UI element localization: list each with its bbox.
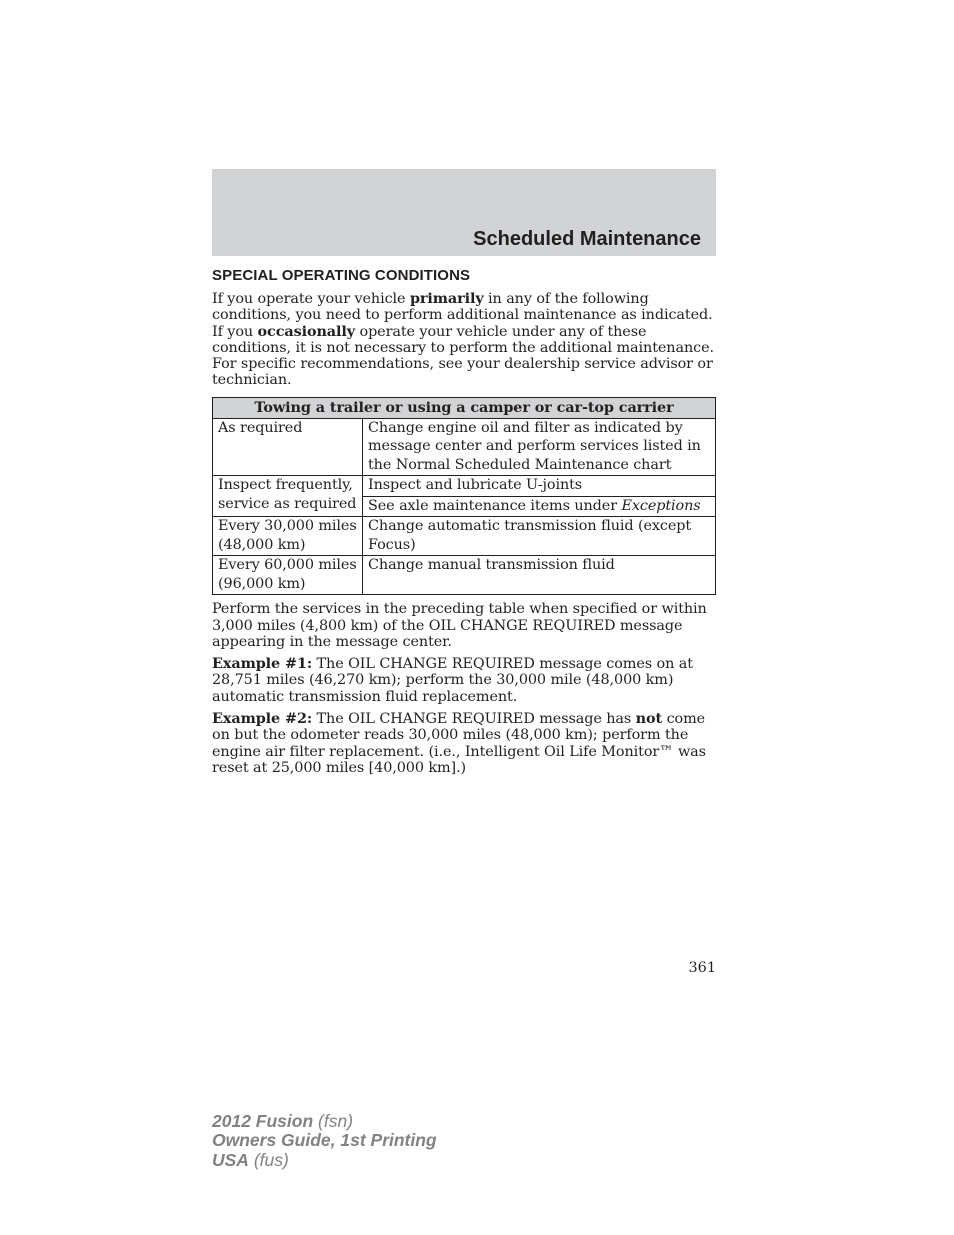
intro-bold-primarily: primarily	[409, 290, 484, 307]
footer-market-code: (fus)	[248, 1149, 289, 1170]
intro-text-1: If you operate your vehicle	[212, 291, 410, 307]
interval-cell: Inspect frequently, service as required	[213, 476, 363, 517]
example-2-paragraph	[212, 711, 716, 776]
action-text: See axle maintenance items under	[368, 497, 622, 514]
footer-line-guide: Owners Guide, 1st Printing	[212, 1130, 437, 1151]
table-row	[213, 476, 716, 497]
example-2-bold-not: not	[635, 710, 663, 728]
example-1-label: Example #1:	[212, 655, 313, 673]
page-number: 361	[688, 960, 716, 976]
table-header-row	[213, 397, 716, 418]
table-row	[213, 517, 716, 556]
action-cell: Change manual transmission fluid	[363, 556, 716, 595]
footer-model-code: (fsn)	[313, 1111, 354, 1131]
table-row	[213, 418, 716, 476]
footer-market: USA	[212, 1149, 249, 1170]
example-2-label: Example #2:	[212, 710, 313, 728]
footer-line-model	[212, 1112, 437, 1131]
section-heading: SPECIAL OPERATING CONDITIONS	[212, 267, 471, 284]
page-content	[212, 267, 716, 782]
action-cell: Change automatic transmission fluid (except Focus)	[363, 517, 716, 556]
action-cell: Change engine oil and filter as indicated by message center and perform services listed in the Normal Scheduled Maintenance chart	[363, 418, 716, 476]
intro-text-3: operate your vehicle under any of these conditions, it is not necessary to perform the additional maintenance. For specific recommendations, see your dealership service advisor or technician.	[212, 323, 714, 389]
example-1-paragraph	[212, 656, 716, 705]
action-cell	[363, 496, 716, 517]
example-1-text: The OIL CHANGE REQUIRED message comes on at 28,751 miles (46,270 km); perform the 30,000 mile (48,000 km) automatic transmission fluid replacement.	[212, 656, 693, 705]
intro-paragraph	[212, 291, 716, 389]
section-header-band	[212, 169, 716, 256]
after-table-paragraph: Perform the services in the preceding table when specified or within 3,000 miles (4,800 km) of the OIL CHANGE REQUIRED message appearing in the message center.	[212, 601, 707, 650]
action-cell: Inspect and lubricate U-joints	[363, 476, 716, 497]
table-header: Towing a trailer or using a camper or car-top carrier	[213, 397, 716, 418]
chapter-title: Scheduled Maintenance	[473, 228, 701, 250]
footer-line-market	[212, 1151, 437, 1170]
example-2-text-2: come on but the odometer reads 30,000 miles (48,000 km); perform the engine air filter replacement. (i.e., Intelligent Oil Life Monitor™ was reset at 25,000 miles [40,000 km].)	[212, 711, 706, 776]
interval-cell: Every 60,000 miles (96,000 km)	[213, 556, 363, 595]
document-footer	[212, 1112, 437, 1170]
intro-bold-occasionally: occasionally	[257, 322, 356, 340]
intro-text-2: in any of the following conditions, you need to perform additional maintenance as indicated. If you	[212, 291, 713, 340]
maintenance-table	[212, 397, 716, 596]
footer-model: 2012 Fusion	[212, 1111, 314, 1131]
interval-cell: Every 30,000 miles (48,000 km)	[213, 517, 363, 556]
interval-cell: As required	[213, 418, 363, 476]
table-row	[213, 556, 716, 595]
example-2-text-1: The OIL CHANGE REQUIRED message has	[312, 711, 636, 728]
exceptions-reference: Exceptions	[621, 497, 701, 514]
